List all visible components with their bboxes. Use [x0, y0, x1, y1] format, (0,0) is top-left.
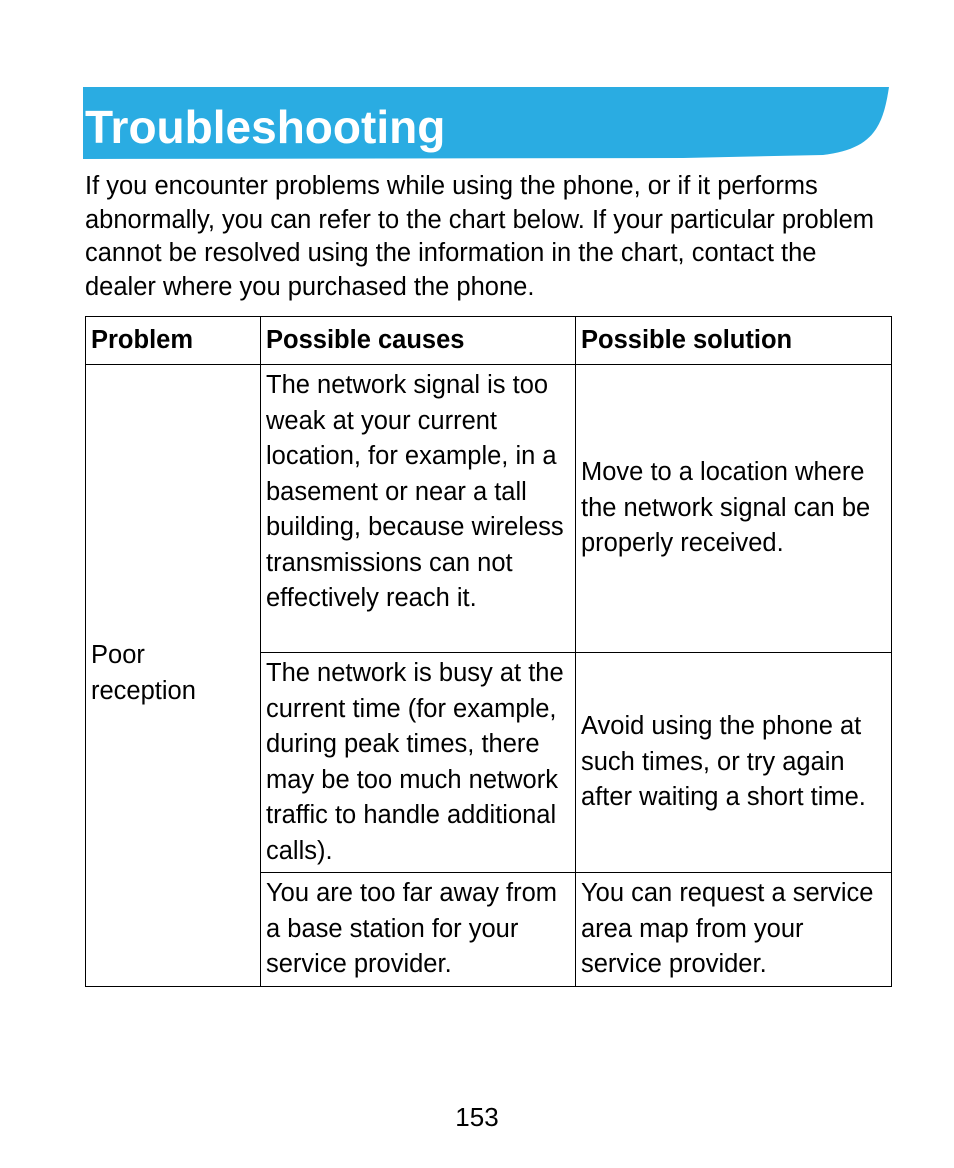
intro-paragraph: If you encounter problems while using the phone, or if it performs abnormally, you can refer to the chart below. If your particular problem cannot be resolved using the information in the chart, contact the dealer where you purchased the phone. [85, 172, 874, 301]
troubleshooting-table [85, 316, 892, 987]
column-header-causes: Possible causes [261, 317, 576, 365]
solution-cell: Move to a location where the network signal can be properly received. [576, 365, 892, 653]
title-banner [83, 87, 889, 159]
cause-cell: The network signal is too weak at your current location, for example, in a basement or near a tall building, because wireless transmissions can not effectively reach it. [261, 365, 576, 653]
solution-cell: Avoid using the phone at such times, or try again after waiting a short time. [576, 653, 892, 873]
cause-cell: You are too far away from a base station for your service provider. [261, 873, 576, 987]
column-header-problem: Problem [86, 317, 261, 365]
page-number: 153 [455, 1102, 499, 1132]
page-title: Troubleshooting [85, 101, 446, 153]
problem-cell: Poor reception [86, 365, 261, 987]
cause-cell: The network is busy at the current time (for example, during peak times, there may be too much network traffic to handle additional calls). [261, 653, 576, 873]
solution-cell: You can request a service area map from your service provider. [576, 873, 892, 987]
column-header-solution: Possible solution [576, 317, 892, 365]
table-header-row [86, 317, 892, 365]
table-row [86, 365, 892, 653]
